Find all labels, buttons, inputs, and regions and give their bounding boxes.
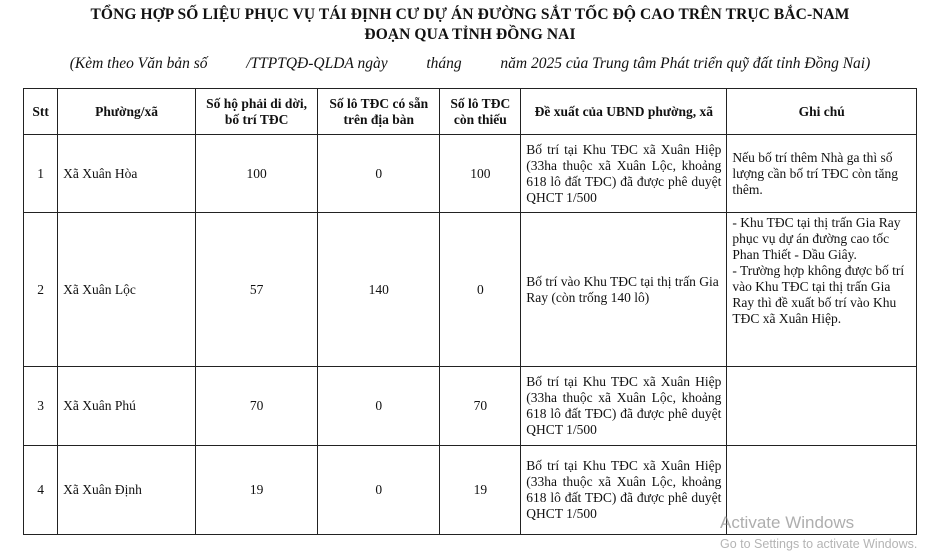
table-row — [24, 213, 917, 367]
header-stt: Stt — [24, 89, 58, 135]
cell-stt: 2 — [24, 213, 58, 367]
cell-available-lots: 0 — [318, 446, 440, 535]
cell-stt: 4 — [24, 446, 58, 535]
cell-households: 70 — [195, 367, 317, 446]
cell-proposal: Bố trí vào Khu TĐC tại thị trấn Gia Ray (còn trống 140 lô) — [521, 213, 727, 367]
activate-windows-watermark: Activate Windows — [720, 513, 855, 532]
header-note: Ghi chú — [727, 89, 917, 135]
cell-households: 57 — [195, 213, 317, 367]
cell-ward: Xã Xuân Lộc — [58, 213, 196, 367]
cell-available-lots: 0 — [318, 135, 440, 213]
cell-households: 19 — [195, 446, 317, 535]
cell-note — [727, 367, 917, 446]
activate-windows-hint: Go to Settings to activate Windows. — [720, 537, 918, 551]
document-subtitle: (Kèm theo Văn bản số /TTPTQĐ-QLDA ngày tháng năm 2025 của Trung tâm Phát triển quỹ đất tỉnh Đồng Nai) — [69, 55, 871, 72]
cell-missing-lots: 70 — [440, 367, 521, 446]
cell-note: Nếu bố trí thêm Nhà ga thì số lượng cần bố trí TĐC còn tăng thêm. — [727, 135, 917, 213]
cell-ward: Xã Xuân Định — [58, 446, 196, 535]
header-proposal: Đề xuất của UBND phường, xã — [521, 89, 727, 135]
cell-stt: 3 — [24, 367, 58, 446]
table-row — [24, 135, 917, 213]
cell-ward: Xã Xuân Hòa — [58, 135, 196, 213]
header-missing-lots: Số lô TĐC còn thiếu — [440, 89, 521, 135]
table-row — [24, 367, 917, 446]
cell-missing-lots: 19 — [440, 446, 521, 535]
table-header-row — [24, 89, 917, 135]
cell-note: - Khu TĐC tại thị trấn Gia Ray phục vụ dự án đường cao tốc Phan Thiết - Dầu Giây. - Trường hợp không được bố trí vào Khu TĐC tại thị trấn Gia Ray thì đề xuất bố trí vào Khu TĐC xã Xuân Hiệp. — [727, 213, 917, 367]
cell-available-lots: 0 — [318, 367, 440, 446]
cell-missing-lots: 100 — [440, 135, 521, 213]
cell-proposal: Bố trí tại Khu TĐC xã Xuân Hiệp (33ha thuộc xã Xuân Lộc, khoảng 618 lô đất TĐC) đã được phê duyệt QHCT 1/500 — [521, 446, 727, 535]
header-households: Số hộ phải di dời, bố trí TĐC — [195, 89, 317, 135]
header-available-lots: Số lô TĐC có sẵn trên địa bàn — [318, 89, 440, 135]
header-ward: Phường/xã — [58, 89, 196, 135]
cell-proposal: Bố trí tại Khu TĐC xã Xuân Hiệp (33ha thuộc xã Xuân Lộc, khoảng 618 lô đất TĐC) đã được phê duyệt QHCT 1/500 — [521, 367, 727, 446]
document-title-line1: TỔNG HỢP SỐ LIỆU PHỤC VỤ TÁI ĐỊNH CƯ DỰ ÁN ĐƯỜNG SẮT TỐC ĐỘ CAO TRÊN TRỤC BẮC-NAM — [90, 6, 850, 23]
cell-ward: Xã Xuân Phú — [58, 367, 196, 446]
cell-missing-lots: 0 — [440, 213, 521, 367]
cell-available-lots: 140 — [318, 213, 440, 367]
cell-proposal: Bố trí tại Khu TĐC xã Xuân Hiệp (33ha thuộc xã Xuân Lộc, khoảng 618 lô đất TĐC) đã được phê duyệt QHCT 1/500 — [521, 135, 727, 213]
cell-stt: 1 — [24, 135, 58, 213]
cell-households: 100 — [195, 135, 317, 213]
resettlement-table — [23, 88, 917, 535]
document-title-line2: ĐOẠN QUA TỈNH ĐỒNG NAI — [364, 26, 576, 43]
